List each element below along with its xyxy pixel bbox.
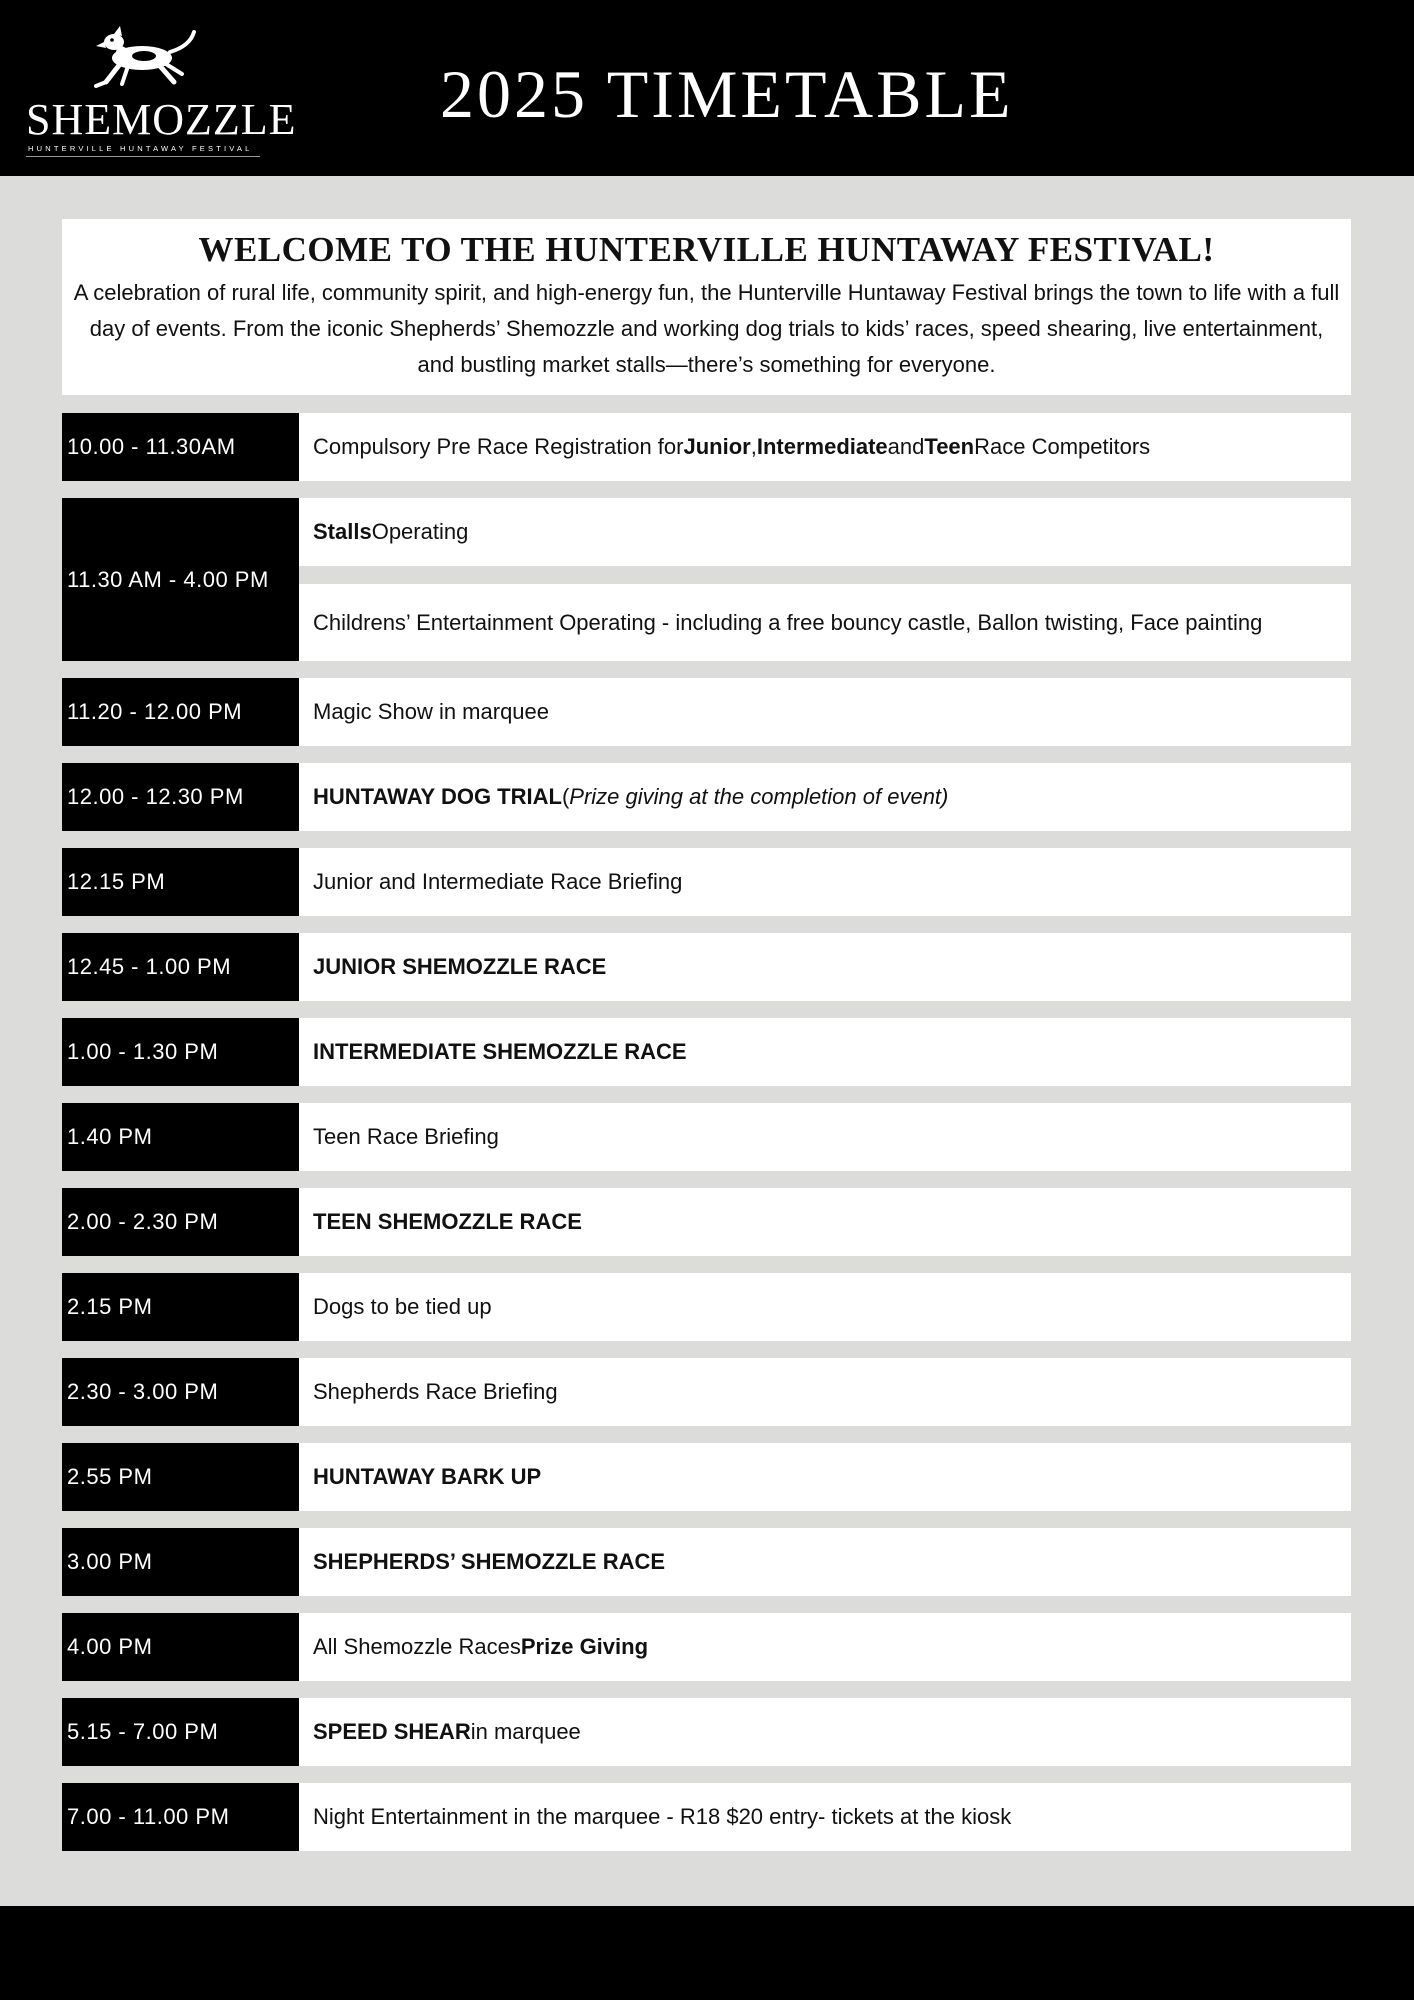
time-cell: 12.45 - 1.00 PM: [62, 933, 299, 1001]
huntaway-dog-icon: [22, 24, 262, 96]
event-text-italic: Prize giving at the completion of event): [569, 784, 949, 809]
schedule-row: [62, 763, 1351, 831]
schedule-row: [62, 678, 1351, 746]
event-text-bold: Intermediate: [756, 434, 888, 459]
time-cell: 11.20 - 12.00 PM: [62, 678, 299, 746]
schedule-row: [62, 1273, 1351, 1341]
schedule-row: [62, 848, 1351, 916]
time-cell: 2.30 - 3.00 PM: [62, 1358, 299, 1426]
schedule-row: [62, 1528, 1351, 1596]
event-text: Operating: [371, 519, 469, 544]
event-text-bold: Prize Giving: [520, 1634, 649, 1659]
time-cell: 1.00 - 1.30 PM: [62, 1018, 299, 1086]
event-text: ,: [750, 434, 757, 459]
event-cell: [299, 1698, 1351, 1766]
time-cell: 5.15 - 7.00 PM: [62, 1698, 299, 1766]
schedule-row: [62, 413, 1351, 481]
event-text: Compulsory Pre Race Registration for: [313, 434, 684, 459]
event-text: (: [561, 784, 570, 809]
event-text-bold: Junior: [683, 434, 751, 459]
logo-underline: [26, 156, 260, 157]
event-cell: [299, 584, 1351, 661]
logo-wordmark: SHEMOZZLE: [26, 95, 297, 144]
event-text: in marquee: [470, 1719, 581, 1744]
event-cell: [299, 1613, 1351, 1681]
schedule-row: [62, 1018, 1351, 1086]
event-cell: [299, 1358, 1351, 1426]
time-cell: 2.55 PM: [62, 1443, 299, 1511]
schedule-row: [62, 1358, 1351, 1426]
event-cell: [299, 1273, 1351, 1341]
event-text: Race Competitors: [974, 434, 1151, 459]
event-cell: [299, 1188, 1351, 1256]
festival-logo: [22, 24, 297, 164]
event-cell: [299, 848, 1351, 916]
schedule-row: [62, 1783, 1351, 1851]
event-text-bold: SHEPHERDS’ SHEMOZZLE RACE: [313, 1549, 666, 1574]
event-text: Dogs to be tied up: [313, 1294, 492, 1319]
schedule-row: [62, 1443, 1351, 1511]
event-text-bold: JUNIOR SHEMOZZLE RACE: [313, 954, 607, 979]
event-text: Night Entertainment in the marquee - R18 $20 entry- tickets at the kiosk: [313, 1804, 1012, 1829]
event-cell: [299, 1528, 1351, 1596]
event-text: Childrens’ Entertainment Operating - including a free bouncy castle, Ballon twisting, Face painting: [313, 609, 1263, 635]
schedule-row: [62, 498, 1351, 661]
header: [0, 0, 1414, 176]
page-title: 2025 TIMETABLE: [440, 56, 1014, 132]
time-cell: 1.40 PM: [62, 1103, 299, 1171]
event-cell: [299, 763, 1351, 831]
welcome-panel: [62, 219, 1351, 395]
welcome-heading: WELCOME TO THE HUNTERVILLE HUNTAWAY FESTIVAL!: [198, 230, 1215, 269]
event-cell: [299, 413, 1351, 481]
event-cell: [299, 933, 1351, 1001]
time-cell: 7.00 - 11.00 PM: [62, 1783, 299, 1851]
schedule-row: [62, 1613, 1351, 1681]
event-text: All Shemozzle Races: [313, 1634, 521, 1659]
event-text-bold: HUNTAWAY DOG TRIAL: [313, 784, 562, 809]
event-text-bold: HUNTAWAY BARK UP: [313, 1464, 542, 1489]
welcome-text: A celebration of rural life, community spirit, and high-energy fun, the Hunterville Huntaway Festival brings the town to life with a full day of events. From the iconic Shepherds’ Shemozzle and working dog trials to kids’ races, speed shearing, live entertainment, and bustling market stalls—there’s something for everyone.: [73, 280, 1340, 377]
event-text-bold: TEEN SHEMOZZLE RACE: [313, 1209, 582, 1234]
event-cell: [299, 1018, 1351, 1086]
time-cell: 11.30 AM - 4.00 PM: [62, 498, 299, 661]
time-cell: 3.00 PM: [62, 1528, 299, 1596]
event-text-bold: Teen: [924, 434, 975, 459]
time-cell: 2.15 PM: [62, 1273, 299, 1341]
logo-tagline: HUNTERVILLE HUNTAWAY FESTIVAL: [28, 144, 253, 153]
time-cell: 12.00 - 12.30 PM: [62, 763, 299, 831]
time-cell: 10.00 - 11.30AM: [62, 413, 299, 481]
event-cell: [299, 1783, 1351, 1851]
event-text: Teen Race Briefing: [313, 1124, 499, 1149]
event-text-bold: INTERMEDIATE SHEMOZZLE RACE: [313, 1039, 687, 1064]
schedule-row: [62, 933, 1351, 1001]
schedule-row: [62, 1698, 1351, 1766]
event-cell: [299, 1103, 1351, 1171]
time-cell: 12.15 PM: [62, 848, 299, 916]
schedule-row: [62, 1103, 1351, 1171]
event-text: and: [887, 434, 925, 459]
time-cell: 2.00 - 2.30 PM: [62, 1188, 299, 1256]
event-text: Magic Show in marquee: [313, 699, 550, 724]
event-text: Shepherds Race Briefing: [313, 1379, 558, 1404]
footer-bar: [0, 1906, 1414, 2000]
event-text-bold: Stalls: [313, 519, 372, 544]
event-cell: [299, 498, 1351, 566]
schedule-row: [62, 1188, 1351, 1256]
event-cell: [299, 1443, 1351, 1511]
event-text: Junior and Intermediate Race Briefing: [313, 869, 683, 894]
time-cell: 4.00 PM: [62, 1613, 299, 1681]
event-cell: [299, 678, 1351, 746]
event-text-bold: SPEED SHEAR: [313, 1719, 471, 1744]
